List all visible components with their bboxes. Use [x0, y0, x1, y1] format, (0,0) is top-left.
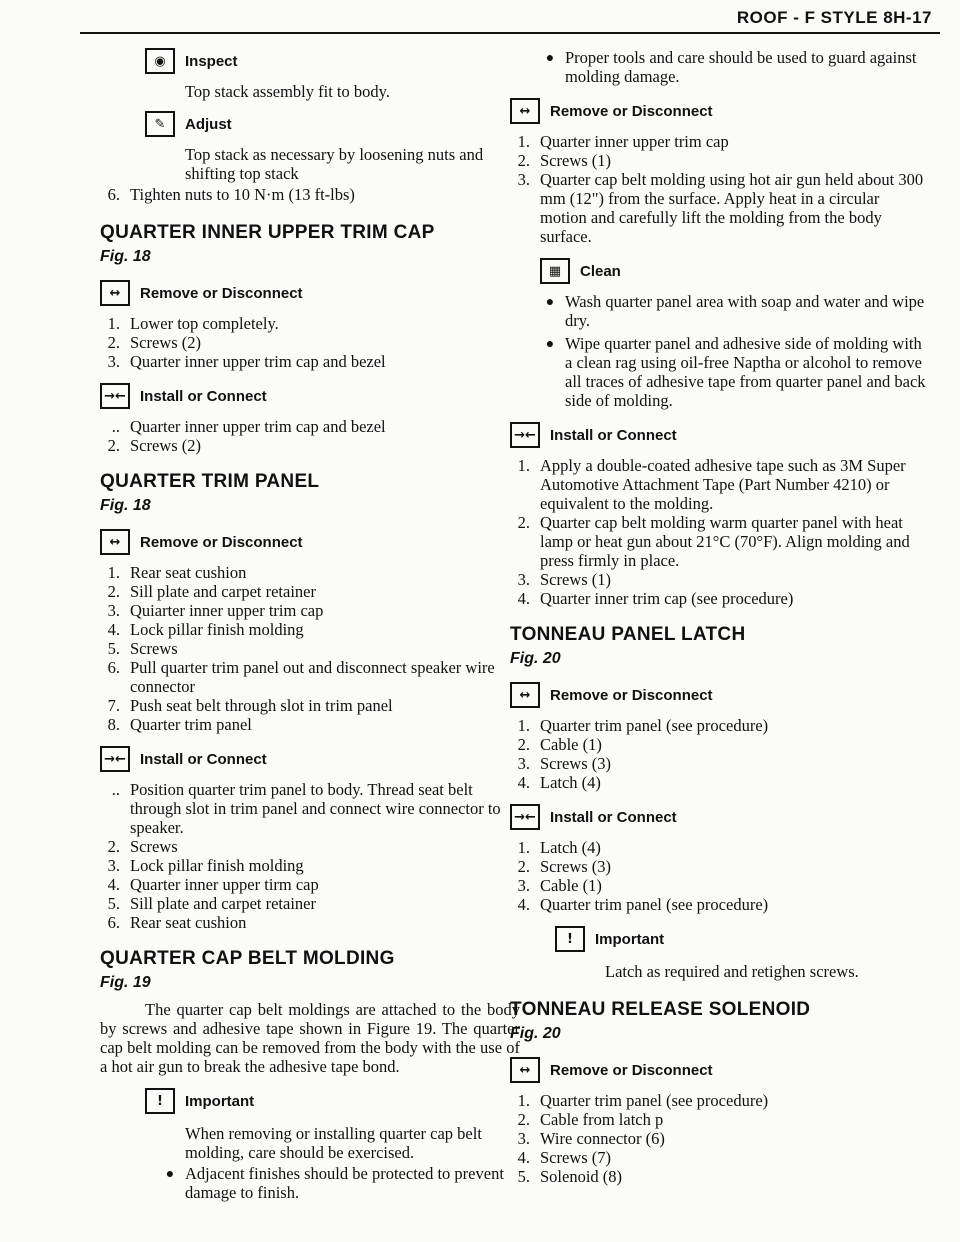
install-heading: →← Install or Connect: [510, 804, 930, 830]
list-item: 2. Quarter cap belt molding warm quarter panel with heat lamp or heat gun about 21°C (70°F). Align molding and press firmly in place.: [517, 513, 910, 570]
list-item: 3. Cable (1): [517, 876, 602, 895]
figure-ref: Fig. 20: [510, 1025, 561, 1042]
remove-heading: ↔ Remove or Disconnect: [510, 98, 930, 124]
bullet-item: ● Adjacent finishes should be protected to prevent damage to finish.: [155, 1164, 520, 1202]
remove-disconnect-icon: ↔: [510, 682, 540, 708]
list-item: 4. Screws (7): [517, 1148, 612, 1167]
section-tonneau-release-solenoid: [510, 999, 930, 1186]
s4-install-list: [510, 838, 930, 914]
list-item: 2. Screws (2): [107, 333, 202, 352]
install-connect-icon: →←: [100, 383, 130, 409]
inspect-text: Top stack assembly fit to body.: [185, 82, 390, 101]
figure-ref: Fig. 18: [100, 497, 151, 514]
s2-remove-list: [100, 563, 520, 734]
remove-disconnect-icon: ↔: [100, 529, 130, 555]
step6-list: [100, 185, 520, 204]
list-item: 4. Quarter trim panel (see procedure): [517, 895, 769, 914]
list-item: 5. Screws: [107, 639, 178, 658]
section-quarter-trim-panel: [100, 471, 520, 932]
list-item: 1. Quarter trim panel (see procedure): [517, 716, 769, 735]
list-item: 3. Lock pillar finish molding: [107, 856, 304, 875]
s5-remove-list: [510, 1091, 930, 1186]
figure-ref: Fig. 19: [100, 974, 151, 991]
remove-disconnect-icon: ↔: [100, 280, 130, 306]
install-connect-icon: →←: [100, 746, 130, 772]
list-item: 1. Latch (4): [517, 838, 601, 857]
list-item: .. Quarter inner upper trim cap and bezel: [111, 417, 386, 436]
list-item: 4. Quarter inner upper tirm cap: [107, 875, 319, 894]
list-item: 1. Lower top completely.: [107, 314, 279, 333]
inspect-label: Inspect: [185, 52, 238, 70]
list-item: 6. Rear seat cushion: [107, 913, 247, 932]
inspect-icon: ◉: [145, 48, 175, 74]
right-install-list: [510, 456, 930, 608]
important-icon: !: [555, 926, 585, 952]
section-title: QUARTER TRIM PANEL: [100, 471, 320, 492]
remove-heading: ↔ Remove or Disconnect: [100, 529, 520, 555]
bullet-icon: ●: [545, 337, 555, 352]
list-item: 1. Quarter inner upper trim cap: [517, 132, 729, 151]
section-title: QUARTER INNER UPPER TRIM CAP: [100, 222, 435, 243]
list-item: 1. Apply a double-coated adhesive tape such as 3M Super Automotive Attachment Tape (Part Number 4210) or equivalent to the molding.: [517, 456, 906, 513]
bullet-item: ● Wipe quarter panel and adhesive side of molding with a clean rag using oil-free Naptha or alcohol to remove all traces of adhesive tape from quarter panel and back side of molding.: [535, 334, 930, 410]
install-heading: →← Install or Connect: [100, 383, 520, 409]
list-item: 2. Screws (1): [517, 151, 612, 170]
list-item: 6. Pull quarter trim panel out and disconnect speaker wire connector: [107, 658, 495, 696]
list-item: 3. Quarter cap belt molding using hot air gun held about 300 mm (12") from the surface. Apply heat in a circular motion and carefully lift the molding from the body surface.: [517, 170, 924, 246]
list-item: 4. Lock pillar finish molding: [107, 620, 304, 639]
inspect-heading: [145, 48, 520, 74]
s1-remove-list: [100, 314, 520, 371]
section-tonneau-panel-latch: [510, 624, 930, 981]
install-heading: →← Install or Connect: [510, 422, 930, 448]
clean-heading: ▦ Clean: [540, 258, 930, 284]
list-item: 7. Push seat belt through slot in trim panel: [107, 696, 393, 715]
section-title: QUARTER CAP BELT MOLDING: [100, 948, 395, 969]
adjust-icon: ✎: [145, 111, 175, 137]
important-heading: ! Important: [555, 926, 930, 952]
section-quarter-cap-belt-molding: [100, 948, 520, 1202]
figure-ref: Fig. 18: [100, 248, 151, 265]
list-item: 3. Quarter inner upper trim cap and bezel: [107, 352, 386, 371]
important-text: Latch as required and retighen screws.: [605, 962, 859, 981]
list-item: 1. Rear seat cushion: [107, 563, 247, 582]
list-item: 5. Sill plate and carpet retainer: [107, 894, 316, 913]
s2-install-list: [100, 780, 520, 932]
section-paragraph: The quarter cap belt moldings are attached to the body by screws and adhesive tape shown in Figure 19. The quarter cap belt molding can be removed from the body with the use of a hot air gun to break the adhesive tape bond.: [100, 1000, 520, 1076]
install-connect-icon: →←: [510, 422, 540, 448]
section-quarter-inner-upper-trim-cap: [100, 222, 520, 455]
list-item: 2. Cable from latch p: [517, 1110, 664, 1129]
bullet-icon: ●: [545, 51, 555, 66]
important-heading: ! Important: [145, 1088, 520, 1114]
list-item: 3. Screws (1): [517, 570, 612, 589]
list-item: .. Position quarter trim panel to body. Thread seat belt through slot in trim panel and connect wire connector to speaker.: [111, 780, 501, 837]
adjust-heading: [145, 111, 520, 137]
list-item: 4. Latch (4): [517, 773, 601, 792]
figure-ref: Fig. 20: [510, 650, 561, 667]
page-header: ROOF - F STYLE 8H-17: [736, 8, 932, 27]
important-icon: !: [145, 1088, 175, 1114]
section-title: TONNEAU PANEL LATCH: [510, 624, 746, 645]
s1-install-list: [100, 417, 520, 455]
list-item: 1. Quarter trim panel (see procedure): [517, 1091, 769, 1110]
install-heading: →← Install or Connect: [100, 746, 520, 772]
right-column: [510, 48, 930, 1186]
list-item: 2. Screws (2): [107, 436, 202, 455]
remove-disconnect-icon: ↔: [510, 98, 540, 124]
remove-heading: ↔ Remove or Disconnect: [510, 1057, 930, 1083]
list-item: 3. Screws (3): [517, 754, 612, 773]
list-item: 4. Quarter inner trim cap (see procedure): [517, 589, 794, 608]
list-item: 5. Solenoid (8): [517, 1167, 623, 1186]
list-item: 2. Screws: [107, 837, 178, 856]
bullet-item: ● Wash quarter panel area with soap and water and wipe dry.: [535, 292, 930, 330]
list-item: 2. Sill plate and carpet retainer: [107, 582, 316, 601]
remove-heading: ↔ Remove or Disconnect: [510, 682, 930, 708]
list-item: 2. Screws (3): [517, 857, 612, 876]
s4-remove-list: [510, 716, 930, 792]
remove-disconnect-icon: ↔: [510, 1057, 540, 1083]
list-item: 6. Tighten nuts to 10 N·m (13 ft-lbs): [107, 185, 355, 204]
important-text: When removing or installing quarter cap belt molding, care should be exercised.: [185, 1124, 482, 1162]
list-item: 2. Cable (1): [517, 735, 602, 754]
section-title: TONNEAU RELEASE SOLENOID: [510, 999, 811, 1020]
bullet-icon: ●: [545, 295, 555, 310]
remove-heading: ↔ Remove or Disconnect: [100, 280, 520, 306]
bullet-item: ● Proper tools and care should be used to guard against molding damage.: [535, 48, 930, 86]
list-item: 3. Quiarter inner upper trim cap: [107, 601, 324, 620]
right-remove-list: [510, 132, 930, 246]
list-item: 3. Wire connector (6): [517, 1129, 665, 1148]
adjust-text: Top stack as necessary by loosening nuts and shifting top stack: [185, 145, 484, 183]
bullet-icon: ●: [165, 1167, 175, 1182]
list-item: 8. Quarter trim panel: [107, 715, 252, 734]
clean-icon: ▦: [540, 258, 570, 284]
left-column: [100, 48, 520, 1202]
header-rule: [80, 32, 940, 34]
adjust-label: Adjust: [185, 115, 232, 133]
install-connect-icon: →←: [510, 804, 540, 830]
